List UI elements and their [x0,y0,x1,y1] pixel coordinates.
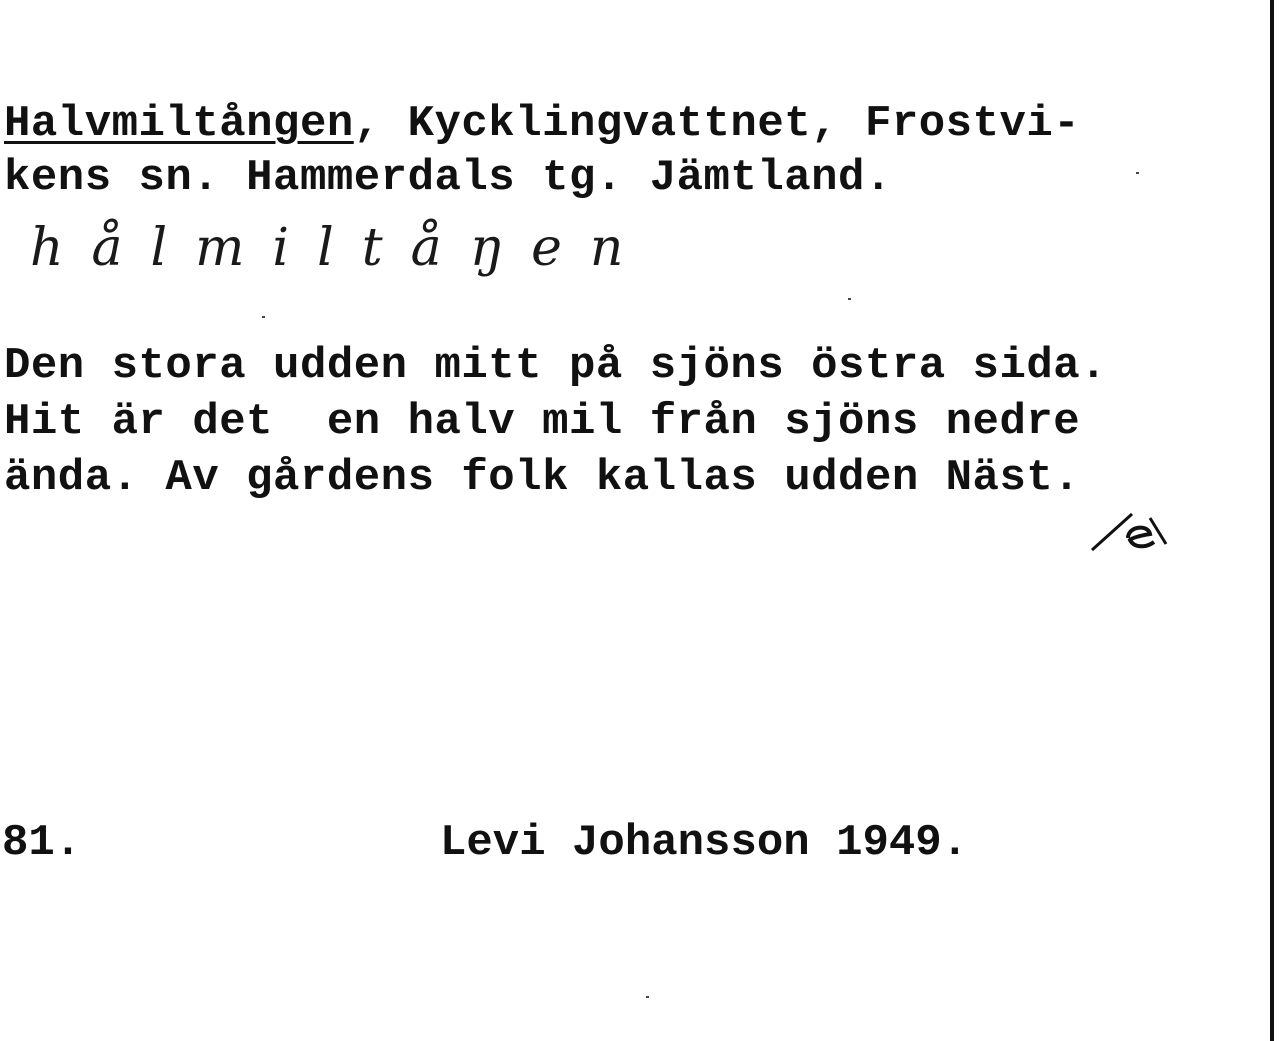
location-line-1: , Kycklingvattnet, Frostvi- [353,99,1081,149]
scan-speck [262,316,265,318]
location-line-2: kens sn. Hammerdals tg. Jämtland. [4,153,892,203]
description-line-2: Hit är det en halv mil från sjöns nedre [4,397,1081,447]
headword: Halvmiltången [4,99,354,149]
description-line-1: Den stora udden mitt på sjöns östra sida. [4,341,1108,391]
handwritten-correction-mark [1088,500,1178,560]
scan-speck [848,298,851,300]
collector-signature: Levi Johansson 1949. [440,818,969,868]
scan-speck [646,996,649,998]
entry-line-1 [4,96,1080,152]
description-line-3: ända. Av gårdens folk kallas udden Näst. [4,453,1081,503]
card-edge [1270,0,1274,1041]
card-number: 81. [2,818,82,868]
pronunciation-handwritten: hålmiltåŋen [30,218,652,278]
scan-speck [1136,172,1139,174]
